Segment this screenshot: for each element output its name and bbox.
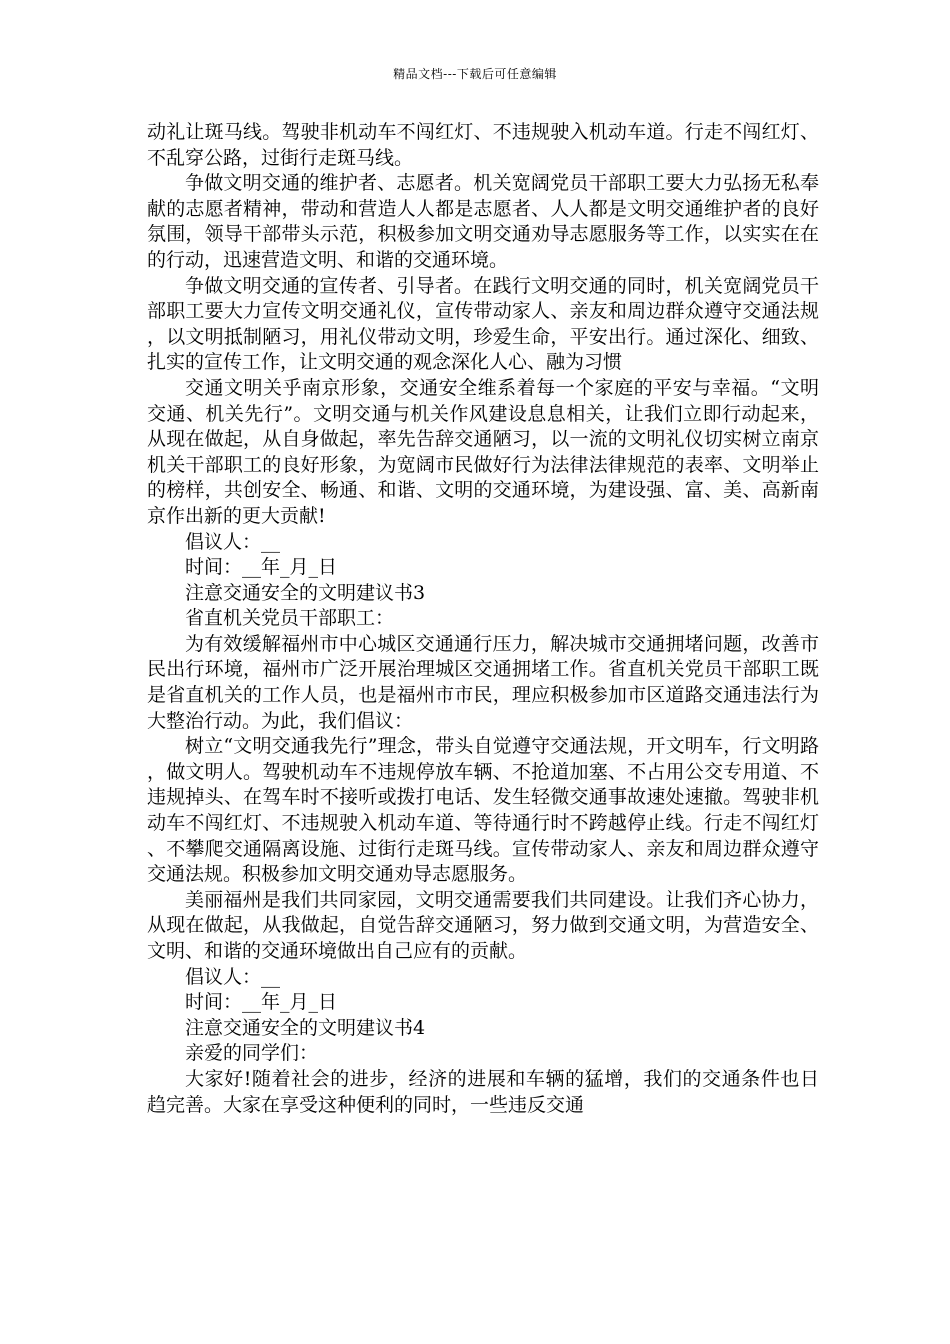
paragraph: 争做文明交通的宣传者、引导者。在践行文明交通的同时，机关宽阔党员干部职工要大力宣传文明交通礼仪，宣传带动家人、亲友和周边群众遵守交通法规，以文明抵制陋习，用礼仪带动文明，珍爱生命，平安出行。通过深化、细致、扎实的宣传工作，让文明交通的观念深化人心、融为习惯 (147, 274, 819, 374)
proposer-line: 倡议人：__ (185, 965, 281, 988)
document-body (147, 120, 819, 1118)
proposer-line: 倡议人：__ (185, 530, 281, 553)
paragraph: 为有效缓解福州市中心城区交通通行压力，解决城市交通拥堵问题，改善市民出行环境，福州市广泛开展治理城区交通拥堵工作。省直机关党员干部职工既是省直机关的工作人员，也是福州市市民，理应积极参加市区道路交通违法行为大整治行动。为此，我们倡议： (147, 632, 819, 732)
paragraph: 大家好!随着社会的进步，经济的进展和车辆的猛增，我们的交通条件也日趋完善。大家在享受这种便利的同时，一些违反交通 (147, 1067, 819, 1116)
section-title: 注意交通安全的文明建议书3 (185, 581, 426, 604)
salutation: 省直机关党员干部职工： (185, 607, 395, 630)
paragraph: 动礼让斑马线。驾驶非机动车不闯红灯、不违规驶入机动车道。行走不闯红灯、不乱穿公路，过街行走斑马线。 (147, 121, 819, 169)
page-header: 精品文档---下载后可任意编辑 (393, 67, 557, 81)
paragraph: 树立“文明交通我先行”理念，带头自觉遵守交通法规，开文明车，行文明路，做文明人。驾驶机动车不违规停放车辆、不抢道加塞、不占用公交专用道、不违规掉头、在驾车时不接听或拨打电话、发生轻微交通事故速处速撤。驾驶非机动车不闯红灯、不违规驶入机动车道、等待通行时不跨越停止线。行走不闯红灯、不攀爬交通隔离设施、过街行走斑马线。宣传带动家人、亲友和周边群众遵守交通法规。积极参加文明交通劝导志愿服务。 (147, 735, 819, 886)
date-line: 时间：__年_月_日 (185, 991, 338, 1014)
paragraph: 交通文明关乎南京形象，交通安全维系着每一个家庭的平安与幸福。“文明交通、机关先行”。文明交通与机关作风建设息息相关，让我们立即行动起来，从现在做起，从自身做起，率先告辞交通陋习，以一流的文明礼仪切实树立南京机关干部职工的良好形象，为宽阔市民做好行为法律法律规范的表率、文明举止的榜样，共创安全、畅通、和谐、文明的交通环境，为建设强、富、美、高新南京作出新的更大贡献! (147, 376, 819, 527)
date-line: 时间：__年_月_日 (185, 556, 338, 579)
paragraph: 美丽福州是我们共同家园，文明交通需要我们共同建设。让我们齐心协力，从现在做起，从我做起，自觉告辞交通陋习，努力做到交通文明，为营造安全、文明、和谐的交通环境做出自己应有的贡献。 (147, 888, 819, 962)
paragraph: 争做文明交通的维护者、志愿者。机关宽阔党员干部职工要大力弘扬无私奉献的志愿者精神，带动和营造人人都是志愿者、人人都是文明交通维护者的良好氛围，领导干部带头示范，积极参加文明交通劝导志愿服务等工作，以实实在在的行动，迅速营造文明、和谐的交通环境。 (147, 172, 819, 271)
salutation: 亲爱的同学们： (185, 1042, 319, 1065)
section-title: 注意交通安全的文明建议书4 (185, 1016, 426, 1039)
